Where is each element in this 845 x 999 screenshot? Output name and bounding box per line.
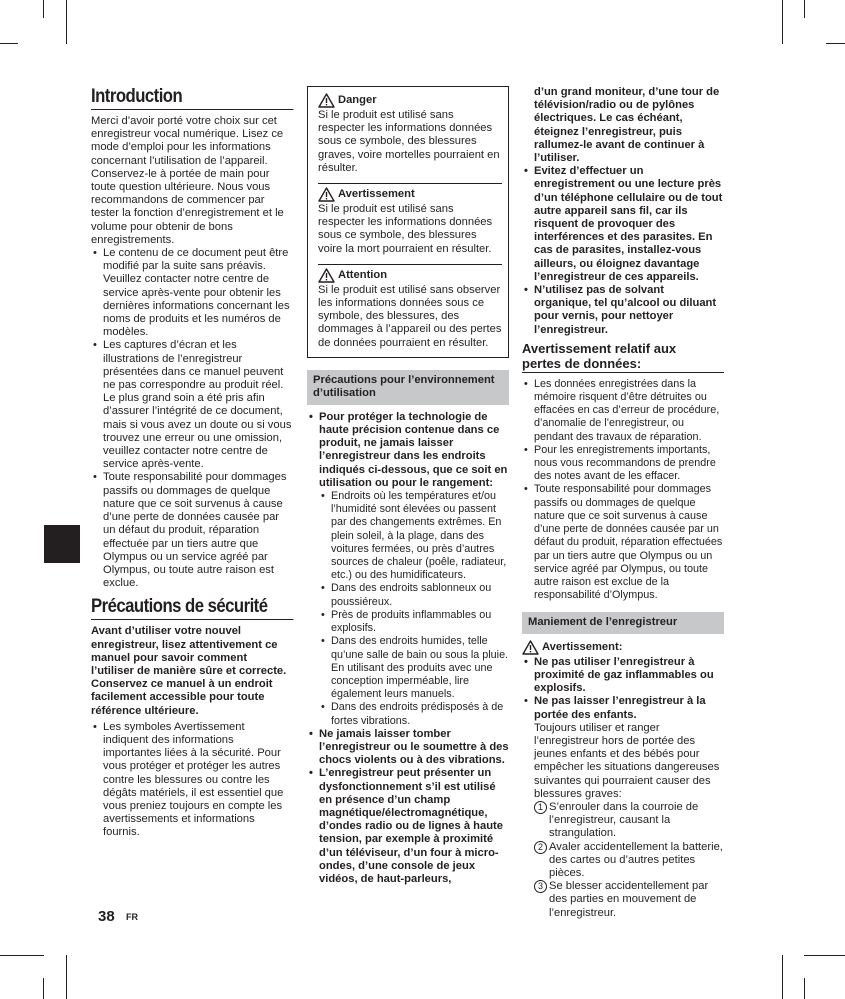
env-bullets xyxy=(307,411,509,490)
safety-lead: Avant d’utiliser votre nouvel enregistreur, lisez attentivement ce manuel pour savoir comment l’utiliser de manière sûre et correcte. Conservez ce manuel à un endroit facilement accessible pour toute référence ultérieure. xyxy=(91,625,287,717)
handling-section-title: Maniement de l’enregistreur xyxy=(522,612,724,634)
numbered-list xyxy=(534,801,724,920)
list-item: • Endroits où les températures et/ou l’humidité sont élevées ou passent par des changements extrêmes. En plein soleil, à la plage, dans des voitures fermées, ou près d’autres sources de chaleur (poêle, radiateur, etc.) ou des humidificateurs. xyxy=(319,490,509,582)
warning-text: Si le produit est utilisé sans observer les informations données sous ce symbole, des blessures, des dommages à l’appareil ou des pertes de données pourraient en résulter. xyxy=(318,283,502,349)
intro-text: Merci d’avoir porté votre choix sur cet enregistreur vocal numérique. Lisez ce mode d’emploi pour les informations concernant l’utilisation de l’appareil. Conservez-le à portée de main pour toute question ultérieure. Nous vous recommandons de commencer par tester la fonction d’enregistrement et le volume pour obtenir de bons enregistrements. xyxy=(91,115,284,246)
warning-text: Si le produit est utilisé sans respecter les informations données sous ce symbole, des blessures voire la mort pourraient en résulter. xyxy=(318,203,493,255)
data-loss-title-line2: pertes de données: xyxy=(522,355,642,371)
list-item xyxy=(534,841,724,881)
list-item: • Dans des endroits prédisposés à de fortes vibrations. xyxy=(319,701,509,727)
list-item: • Evitez d’effectuer un enregistrement ou une lecture près d’un téléphone cellulaire ou de tout autre appareil sans fil, car ils risquent de provoquer des interférences et des parasites. En cas de parasites, installez-vous ailleurs, ou éloignez davantage l’enregistreur de ces appareils. xyxy=(522,165,724,284)
data-loss-title xyxy=(522,341,724,373)
list-item xyxy=(534,880,724,920)
list-item: • Dans des endroits sablonneux ou poussiéreux. xyxy=(319,582,509,608)
number-badge: 2 xyxy=(534,841,547,854)
numbered-text: Se blesser accidentellement par des parties en mouvement de l’enregistreur. xyxy=(549,880,709,919)
safety-bullets xyxy=(91,721,293,840)
list-item: • Les données enregistrées dans la mémoire risquent d’être détruites ou effacées en cas d’erreur de procédure, d’anomalie de l’enregistreur, ou pendant des travaux de réparation. xyxy=(522,378,724,444)
intro-bullets xyxy=(91,247,293,590)
handling-warning-label: Avertissement: xyxy=(542,640,623,653)
list-item: • Ne jamais laisser tomber l’enregistreur ou le soumettre à des chocs violents ou à des vibrations. xyxy=(307,728,509,768)
numbered-text: Avaler accidentellement la batterie, des cartes ou d’autres petites pièces. xyxy=(549,840,723,880)
env-sub-bullets xyxy=(319,490,509,728)
list-item: • Le contenu de ce document peut être modifié par la suite sans préavis. Veuillez contacter notre centre de service après-vente pour obtenir les dernières informations concernant les noms de produits et les numéros de modèles. xyxy=(91,247,293,339)
list-item: • Toute responsabilité pour dommages passifs ou dommages de quelque nature que ce soit survenus à cause d’une perte de données causée par un défaut du produit, réparation effectuée par un tiers autre que Olympus ou un service agréé par Olympus, ou toute autre raison est exclue. xyxy=(91,471,293,590)
list-item: • N’utilisez pas de solvant organique, tel qu’alcool ou diluant pour vernis, pour nettoyer l’enregistreur. xyxy=(522,284,724,337)
numbered-text: S’enrouler dans la courroie de l’enregistreur, causant la strangulation. xyxy=(549,801,699,840)
chapter-tab xyxy=(44,525,80,563)
data-loss-bullets xyxy=(522,378,724,602)
env-section-title: Précautions pour l’environnement d’utilisation xyxy=(307,370,509,405)
list-item: • Près de produits inflammables ou explosifs. xyxy=(319,609,509,635)
column-left xyxy=(91,86,293,840)
handling-bullets xyxy=(522,656,724,920)
language-label: FR xyxy=(126,912,138,922)
warning-box xyxy=(307,86,509,358)
warning-triangle-icon xyxy=(318,187,335,202)
list-item: • Pour protéger la technologie de haute précision contenue dans ce produit, ne jamais laisser l’enregistreur dans les endroits indiqués ci-dessous, que ce soit en utilisation ou pour le rangement: xyxy=(307,411,509,490)
warning-avertissement xyxy=(318,183,502,264)
env-bullets-more xyxy=(307,728,509,886)
list-item: • L’enregistreur peut présenter un dysfonctionnement s’il est utilisé en présence d’un champ magnétique/électromagnétique, d’ondes radio ou de lignes à haute tension, par exemple à proximité d’un téléviseur, d’un four à micro-ondes, d’une console de jeux vidéos, de haut-parleurs, xyxy=(307,767,509,886)
warning-title: Danger xyxy=(338,93,377,106)
handling-warning xyxy=(522,640,724,655)
number-badge: 3 xyxy=(534,880,547,893)
warning-title: Avertissement xyxy=(338,187,415,200)
handling-b2-text: Toujours utiliser et ranger l’enregistreur hors de portée des jeunes enfants et des bébés pour empêcher les situations dangereuses suivantes qui pourraient causer des blessures graves: xyxy=(534,721,720,800)
intro-title: Introduction xyxy=(91,86,294,110)
column-middle xyxy=(307,86,509,886)
list-item: • Dans des endroits humides, telle qu’une salle de bain ou sous la pluie. En utilisant des produits avec une conception imperméable, lire également leurs manuels. xyxy=(319,635,509,701)
warning-triangle-icon xyxy=(318,93,335,108)
list-item xyxy=(522,695,724,919)
number-badge: 1 xyxy=(534,801,547,814)
list-item: • Toute responsabilité pour dommages passifs ou dommages de quelque nature que ce soit survenus à cause d’une perte de données causée par un défaut du produit, réparation effectuées par un tiers autre que Olympus ou un service agréé par Olympus, ou toute autre raison est exclue de la responsabilité d’Olympus. xyxy=(522,483,724,602)
warning-triangle-icon xyxy=(522,640,539,655)
interference-bullets xyxy=(522,165,724,337)
data-loss-title-line1: Avertissement relatif aux xyxy=(522,340,677,356)
page-number: 38 xyxy=(98,908,115,925)
list-item xyxy=(534,801,724,841)
list-item: • Les symboles Avertissement indiquent des informations importantes liées à la sécurité. Pour vous protéger et protéger les autres contre les blessures ou contre les dégâts matériels, il est essentiel que vous preniez toujours en compte les avertissements et informations fournis. xyxy=(91,721,293,840)
warning-danger xyxy=(318,90,502,183)
safety-title: Précautions de sécurité xyxy=(91,596,294,620)
column-right xyxy=(522,86,724,920)
warning-triangle-icon xyxy=(318,268,335,283)
warning-title: Attention xyxy=(338,268,388,281)
continued-text: d’un grand moniteur, d’une tour de télévision/radio ou de pylônes électriques. Le cas échéant, éteignez l’enregistreur, puis rallumez-le avant de continuer à l’utiliser. xyxy=(534,86,720,165)
list-item: • Les captures d’écran et les illustrations de l’enregistreur présentées dans ce manuel peuvent ne pas correspondre au produit réel. Le plus grand soin a été pris afin d’assurer l’intégrité de ce document, mais si vous avez un doute ou si vous trouvez une erreur ou une omission, veuillez contacter notre centre de service après-vente. xyxy=(91,339,293,471)
warning-text: Si le produit est utilisé sans respecter les informations données sous ce symbole, des blessures graves, voire mortelles pourraient en résulter. xyxy=(318,109,500,174)
handling-b2-title: • Ne pas laisser l’enregistreur à la portée des enfants. xyxy=(534,695,706,721)
list-item: • Ne pas utiliser l’enregistreur à proximité de gaz inflammables ou explosifs. xyxy=(522,656,724,696)
warning-attention xyxy=(318,264,502,354)
list-item: • Pour les enregistrements importants, nous vous recommandons de prendre des notes avant de les effacer. xyxy=(522,444,724,484)
